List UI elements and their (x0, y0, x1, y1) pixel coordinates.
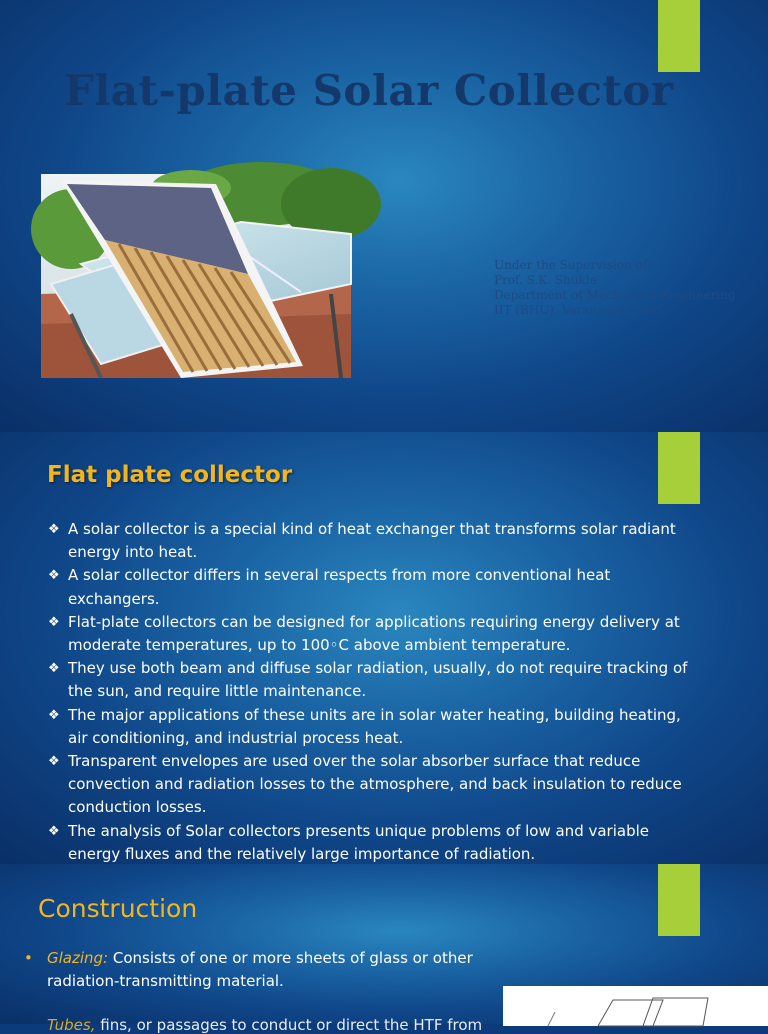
list-item: ❖ A solar collector is a special kind of heat exchanger that transforms solar radiant energy into heat. (48, 520, 676, 562)
supervision-info (494, 258, 735, 318)
glazing-term: Glazing: (47, 949, 109, 967)
list-item: ❖ Flat-plate collectors can be designed for applications requiring energy delivery at moderate temperatures, up to 100◦C above ambient temperature. (48, 612, 680, 655)
list-item: ❖ Transparent envelopes are used over the solar absorber surface that reduce convection and radiation losses to the atmosphere, and back insulation to reduce conduction losses. (48, 752, 682, 817)
tubes-text: fins, or passages to conduct or direct the HTF from (95, 1016, 483, 1034)
solar-collector-photo (41, 174, 351, 378)
slide-flat-plate-collector (0, 432, 768, 864)
diamond-bullet-icon: ❖ (48, 522, 60, 537)
diamond-bullet-icon: ❖ (48, 754, 60, 770)
bullet-list (48, 518, 688, 866)
accent-bar (658, 864, 700, 936)
list-item: ❖ The analysis of Solar collectors presents unique problems of low and variable energy fluxes and the relatively large importance of radiation. (48, 821, 649, 863)
bullet-dot-icon: • (24, 949, 33, 967)
section-heading: Flat plate collector (47, 462, 293, 488)
diamond-bullet-icon: ❖ (48, 661, 60, 677)
diamond-bullet-icon: ❖ (48, 614, 60, 630)
list-item: ❖ They use both beam and diffuse solar radiation, usually, do not require tracking of the sun, and require little maintenance. (48, 659, 688, 701)
glazing-text: Consists of one or more sheets of glass or other radiation-transmitting material. (47, 949, 473, 990)
supervision-line: Under the Supervision of: (494, 258, 652, 272)
slide-title-heading: Flat-plate Solar Collector (64, 66, 674, 115)
slide-construction (0, 864, 768, 1034)
accent-bar (658, 432, 700, 504)
slide-title (0, 0, 768, 432)
construction-heading: Construction (38, 894, 198, 923)
department: Department of Mechanical Engineering (494, 288, 736, 302)
institute: IIT (BHU), Varanasi-221005 (494, 303, 665, 317)
diamond-bullet-icon: ❖ (48, 707, 60, 723)
tubes-bullet (47, 1016, 482, 1034)
tubes-term: Tubes, (47, 1016, 96, 1034)
diamond-bullet-icon: ❖ (48, 568, 60, 584)
glazing-bullet (24, 947, 494, 993)
construction-diagram (503, 986, 768, 1026)
list-item: ❖ The major applications of these units are in solar water heating, building heating, air conditioning, and industrial process heat. (48, 705, 681, 747)
supervisor-name: Prof. S.K. Shukla (494, 273, 597, 287)
diamond-bullet-icon: ❖ (48, 823, 60, 839)
list-item: ❖ A solar collector differs in several respects from more conventional heat exchangers. (48, 566, 611, 608)
accent-bar (658, 0, 700, 72)
